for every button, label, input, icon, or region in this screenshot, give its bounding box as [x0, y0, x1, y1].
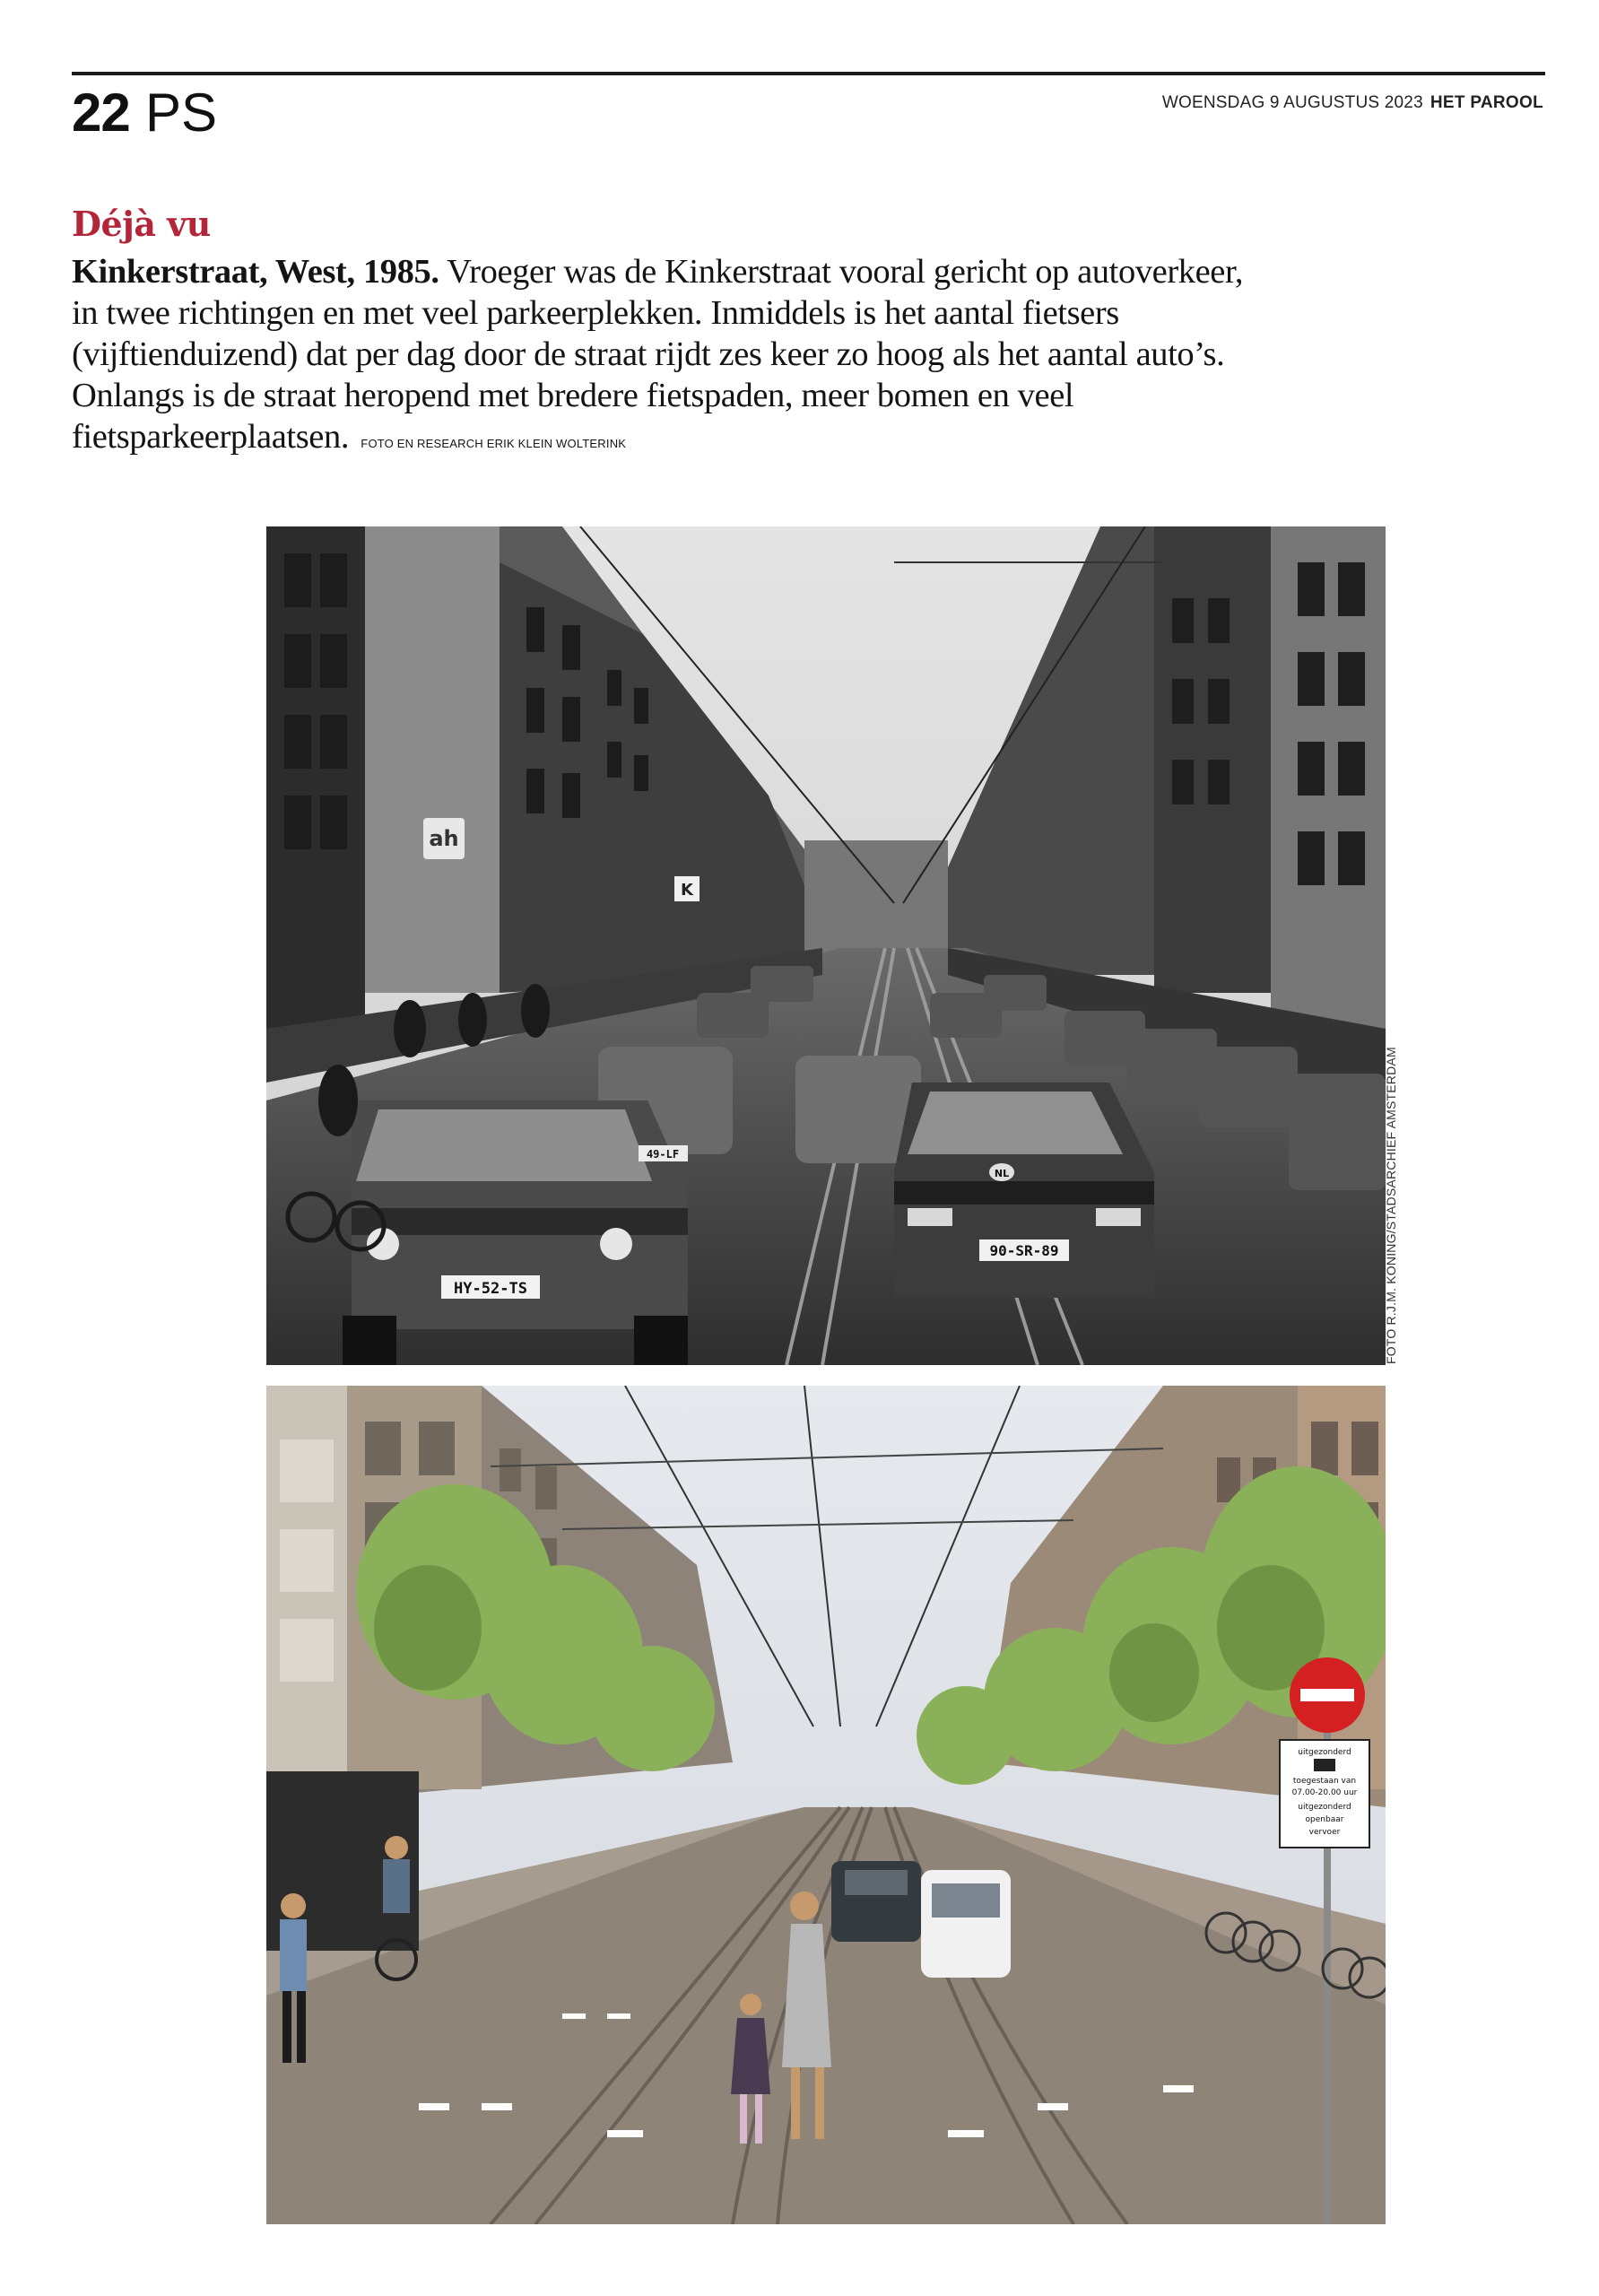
albert-heijn-sign-text: ah	[429, 826, 459, 851]
article-credit: FOTO EN RESEARCH ERIK KLEIN WOLTERINK	[361, 437, 627, 450]
bmw-licence-plate-text: 90-SR-89	[989, 1242, 1059, 1259]
page-number: 22	[72, 83, 130, 143]
bmw-car	[894, 1083, 1154, 1298]
exception-sign-line-5: openbaar	[1305, 1815, 1344, 1824]
exception-sign-line-3: 07.00-20.00 uur	[1291, 1788, 1358, 1797]
photo-1985-illustration	[266, 526, 1386, 1365]
vw-golf-car	[343, 1100, 688, 1365]
bmw-nl-badge-text: NL	[994, 1168, 1010, 1179]
exception-sign-line-1: uitgezonderd	[1298, 1748, 1351, 1757]
mid-car-plate-text: 49-LF	[646, 1148, 680, 1161]
article-lead: Kinkerstraat, West, 1985.	[72, 253, 439, 291]
photo-1985	[266, 526, 1386, 1365]
section-name: PS	[145, 83, 218, 143]
k-sign-text: K	[681, 881, 693, 900]
photo-2023	[266, 1386, 1386, 2224]
photo-1985-credit: FOTO R.J.M. KONING/STADSARCHIEF AMSTERDAM	[1384, 1047, 1398, 1364]
masthead	[1162, 93, 1543, 113]
vw-licence-plate-text: HY-52-TS	[454, 1280, 527, 1298]
issue-date: WOENSDAG 9 AUGUSTUS 2023	[1161, 93, 1423, 112]
exception-sign-line-4: uitgezonderd	[1298, 1803, 1351, 1812]
publication-name: HET PAROOL	[1430, 93, 1543, 112]
header-rule	[72, 72, 1545, 75]
article-kicker: Déjà vu	[72, 204, 211, 244]
exception-sign-line-2: toegestaan van	[1292, 1777, 1357, 1786]
exception-sign-line-6: vervoer	[1308, 1828, 1341, 1837]
photo-2023-illustration	[266, 1386, 1386, 2224]
article-text: Vroeger was de Kinkerstraat vooral gericht op autoverkeer, in twee richtingen en met veel parkeerplekken. Inmiddels is het aantal fietsers (vijftienduizend) dat per dag door de straat rijdt zes keer zo hoog als het aantal auto’s. Onlangs is de straat heropend met bredere fietspaden, meer bomen en veel fietsparkeerplaatsen.	[72, 253, 1244, 456]
article-body	[72, 251, 1256, 465]
